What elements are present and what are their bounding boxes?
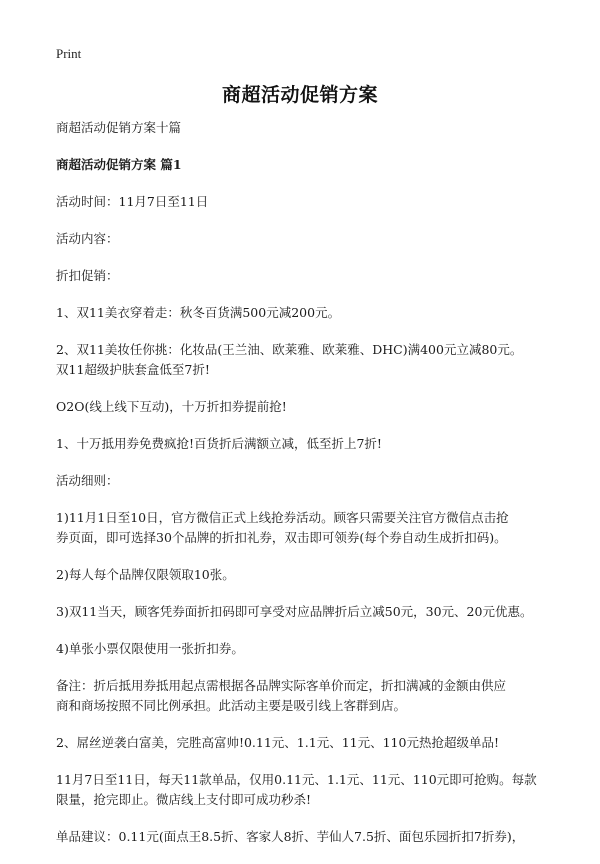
- document-body: [56, 118, 556, 864]
- paragraph: 3)双11当天，顾客凭券面折扣码即可享受对应品牌折后立减50元，30元、20元优惠。: [56, 604, 533, 619]
- paragraph: 折扣促销：: [56, 268, 119, 283]
- paragraph: 4)单张小票仅限使用一张折扣券。: [56, 641, 244, 656]
- paragraph: O2O(线上线下互动)，十万折扣券提前抢!: [56, 399, 287, 414]
- paragraph: 2)每人每个品牌仅限领取10张。: [56, 567, 235, 582]
- document-title: 商超活动促销方案: [221, 84, 378, 106]
- paragraph: 2、双11美妆任你挑：化妆品(王兰油、欧莱雅、欧莱雅、DHC)满400元立减80元。 双11超级护肤套盒低至7折!: [56, 342, 523, 377]
- paragraph: 备注：折后抵用券抵用起点需根据各品牌实际客单价而定，折扣满减的金额由供应 商和商场按照不同比例承担。此活动主要是吸引线上客群到店。: [56, 678, 507, 713]
- paragraph: 商超活动促销方案十篇: [56, 120, 182, 135]
- section-heading: 商超活动促销方案 篇1: [56, 157, 182, 172]
- paragraph: 1、十万抵用券免费疯抢!百货折后满额立减，低至折上7折!: [56, 436, 382, 451]
- paragraph: 活动细则：: [56, 473, 119, 488]
- paragraph: 活动内容：: [56, 231, 119, 246]
- print-link[interactable]: Print: [56, 46, 82, 61]
- paragraph: 1)11月1日至10日，官方微信正式上线抢券活动。顾客只需要关注官方微信点击抢 券页面，即可选择30个品牌的折扣礼券，双击即可领券(每个券自动生成折扣码)。: [56, 510, 509, 545]
- paragraph: 活动时间：11月7日至11日: [56, 194, 209, 209]
- paragraph: 1、双11美衣穿着走：秋冬百货满500元减200元。: [56, 305, 341, 320]
- paragraph: 单品建议：0.11元(面点王8.5折、客家人8折、芋仙人7.5折、面包乐园折扣7折券)，: [56, 829, 525, 844]
- paragraph: 11月7日至11日，每天11款单品，仅用0.11元、1.1元、11元、110元即可抢购。每款 限量，抢完即止。微店线上支付即可成功秒杀!: [56, 772, 537, 807]
- paragraph: 2、屌丝逆袭白富美，完胜高富帅!0.11元、1.1元、11元、110元热抢超级单品!: [56, 735, 499, 750]
